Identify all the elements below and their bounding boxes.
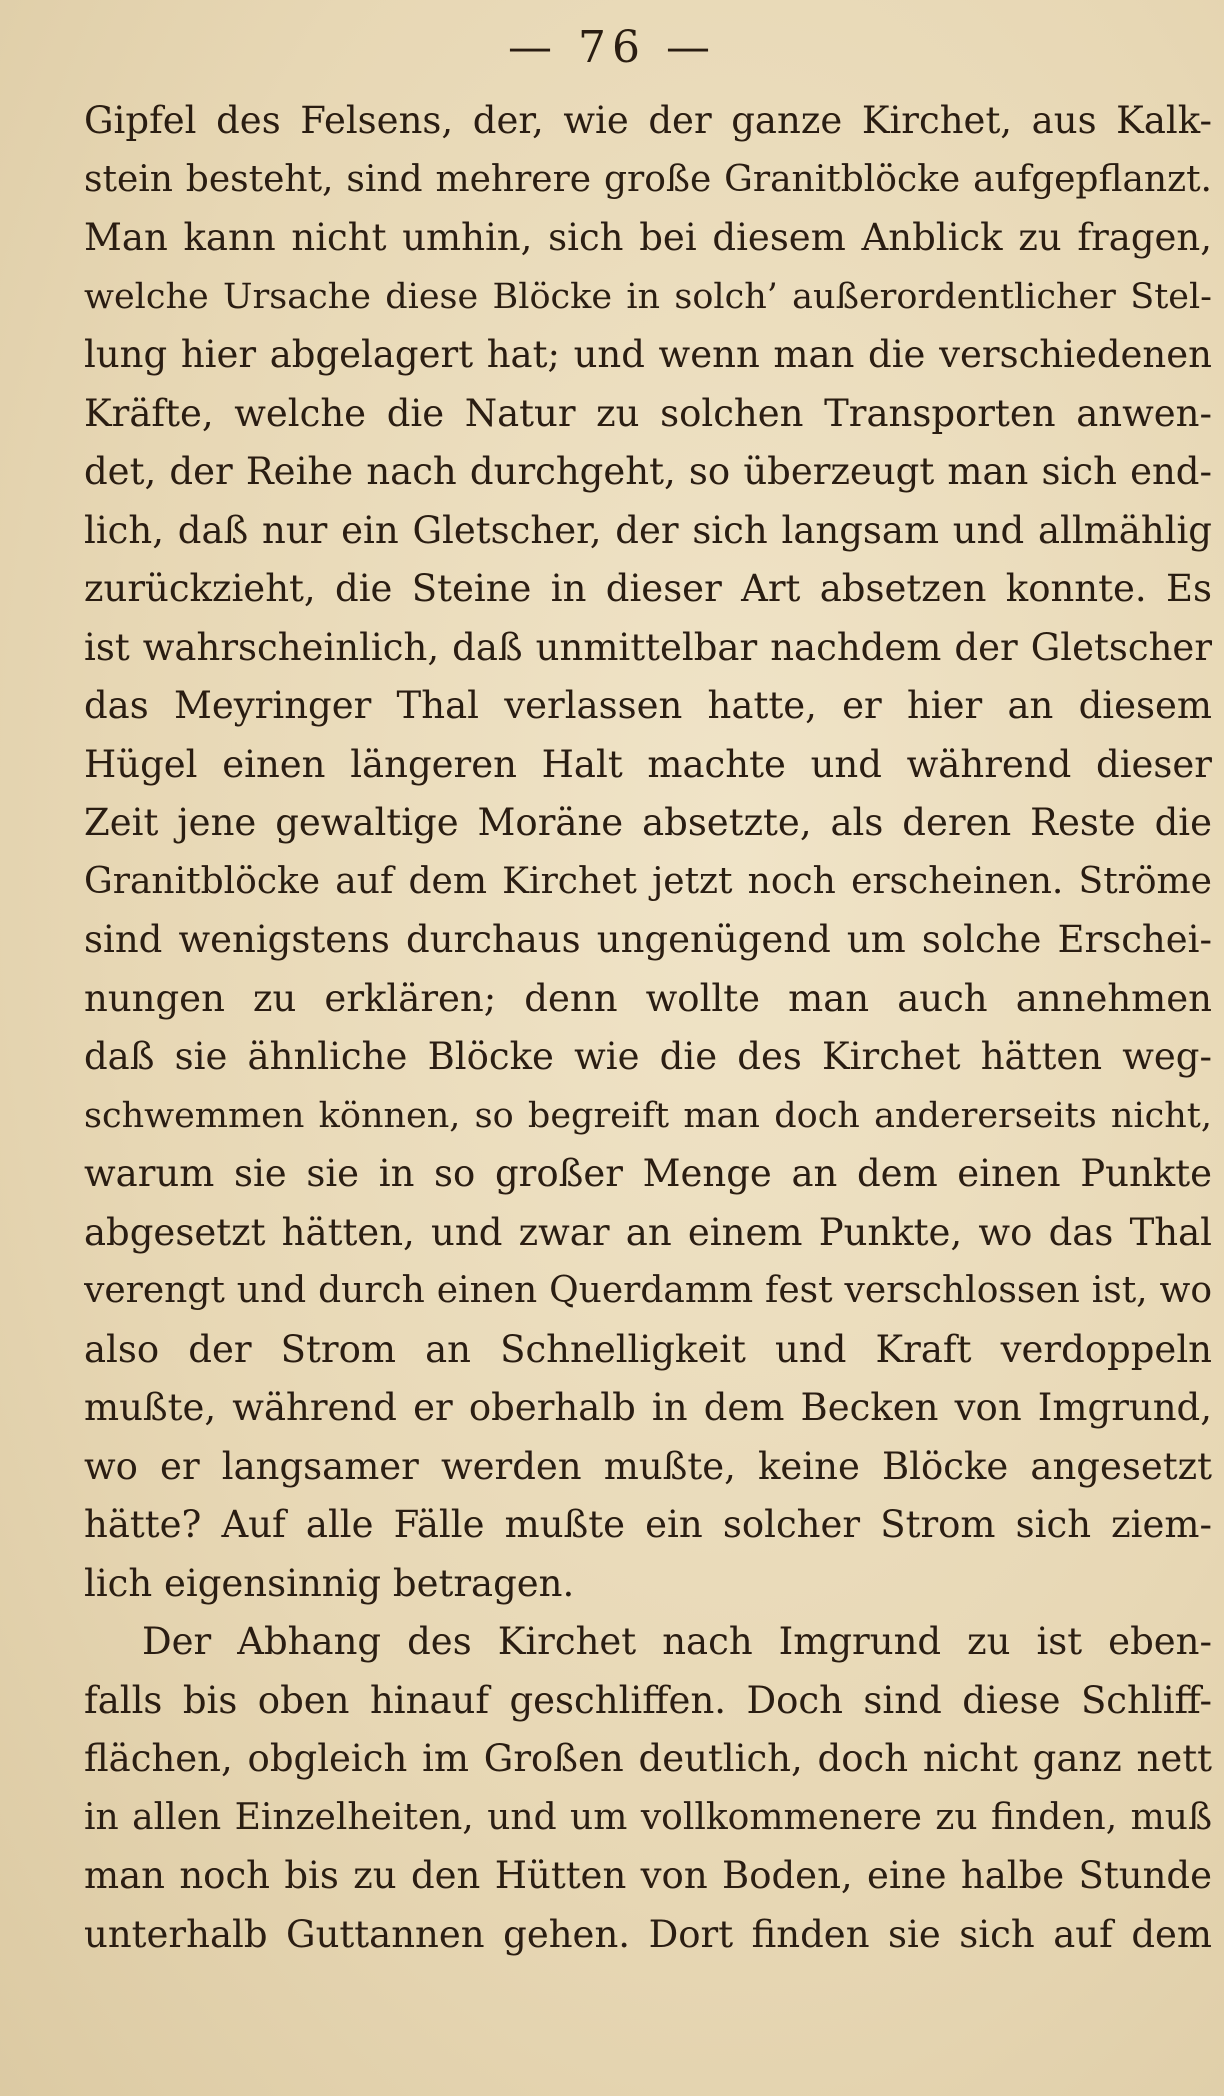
text-line: stein besteht, sind mehrere große Granitblöcke aufgepflanzt. [84,158,1212,200]
text-line: sind wenigstens durchaus ungenügend um solche Erschei- [84,918,1212,961]
text-line: das Meyringer Thal verlassen hatte, er hier an diesem [84,684,1212,727]
text-line: lich, daß nur ein Gletscher, der sich langsam und allmählig [84,508,1212,552]
text-line: Zeit jene gewaltige Moräne absetzte, als deren Reste die [84,801,1212,844]
text-line: also der Strom an Schnelligkeit und Kraft verdoppeln [84,1327,1212,1371]
text-line: falls bis oben hinauf geschliffen. Doch sind diese Schliff- [84,1678,1212,1722]
text-line: flächen, obgleich im Großen deutlich, doch nicht ganz nett [84,1737,1212,1780]
page-number: — 76 — [508,22,716,73]
text-line: warum sie sie in so großer Menge an dem einen Punkte [84,1152,1212,1195]
text-line: wo er langsamer werden mußte, keine Blöcke angesetzt [84,1444,1212,1488]
text-line: schwemmen können, so begreift man doch andererseits nicht, [84,1095,1212,1136]
text-line: abgesetzt hätten, und zwar an einem Punkte, wo das Thal [84,1210,1212,1254]
text-line: nungen zu erklären; denn wollte man auch annehmen [84,976,1212,1020]
paragraph-end-line: lich eigensinnig betragen. [84,1561,575,1605]
text-line: welche Ursache diese Blöcke in solch’ außerordentlicher Stel- [84,276,1212,317]
body-text [84,92,1212,1964]
text-line: lung hier abgelagert hat; und wenn man die verschiedenen [84,333,1212,376]
text-line: det, der Reihe nach durchgeht, so überzeugt man sich end- [84,450,1212,493]
text-line: hätte? Auf alle Fälle mußte ein solcher Strom sich ziem- [84,1503,1212,1546]
text-line: Granitblöcke auf dem Kirchet jetzt noch erscheinen. Ströme [84,860,1212,902]
text-line: Hügel einen längeren Halt machte und während dieser [84,742,1212,786]
text-line: man noch bis zu den Hütten von Boden, eine halbe Stunde [84,1854,1212,1897]
paragraph-start-line: Der Abhang des Kirchet nach Imgrund zu ist eben- [142,1620,1212,1663]
text-line: unterhalb Guttannen gehen. Dort finden sie sich auf dem [84,1912,1212,1956]
text-line: ist wahrscheinlich, daß unmittelbar nachdem der Gletscher [84,625,1212,669]
text-line: daß sie ähnliche Blöcke wie die des Kirchet hätten weg- [84,1035,1212,1078]
text-line: Kräfte, welche die Natur zu solchen Transporten anwen- [84,391,1212,435]
text-line: Gipfel des Felsens, der, wie der ganze Kirchet, aus Kalk- [84,99,1212,142]
text-line: in allen Einzelheiten, und um vollkommenere zu finden, muß [84,1796,1212,1838]
text-line: mußte, während er oberhalb in dem Becken von Imgrund, [84,1386,1212,1429]
text-line: Man kann nicht umhin, sich bei diesem Anblick zu fragen, [84,216,1212,259]
text-line: zurückzieht, die Steine in dieser Art absetzen konnte. Es [84,567,1212,610]
text-line: verengt und durch einen Querdamm fest verschlossen ist, wo [84,1270,1212,1311]
